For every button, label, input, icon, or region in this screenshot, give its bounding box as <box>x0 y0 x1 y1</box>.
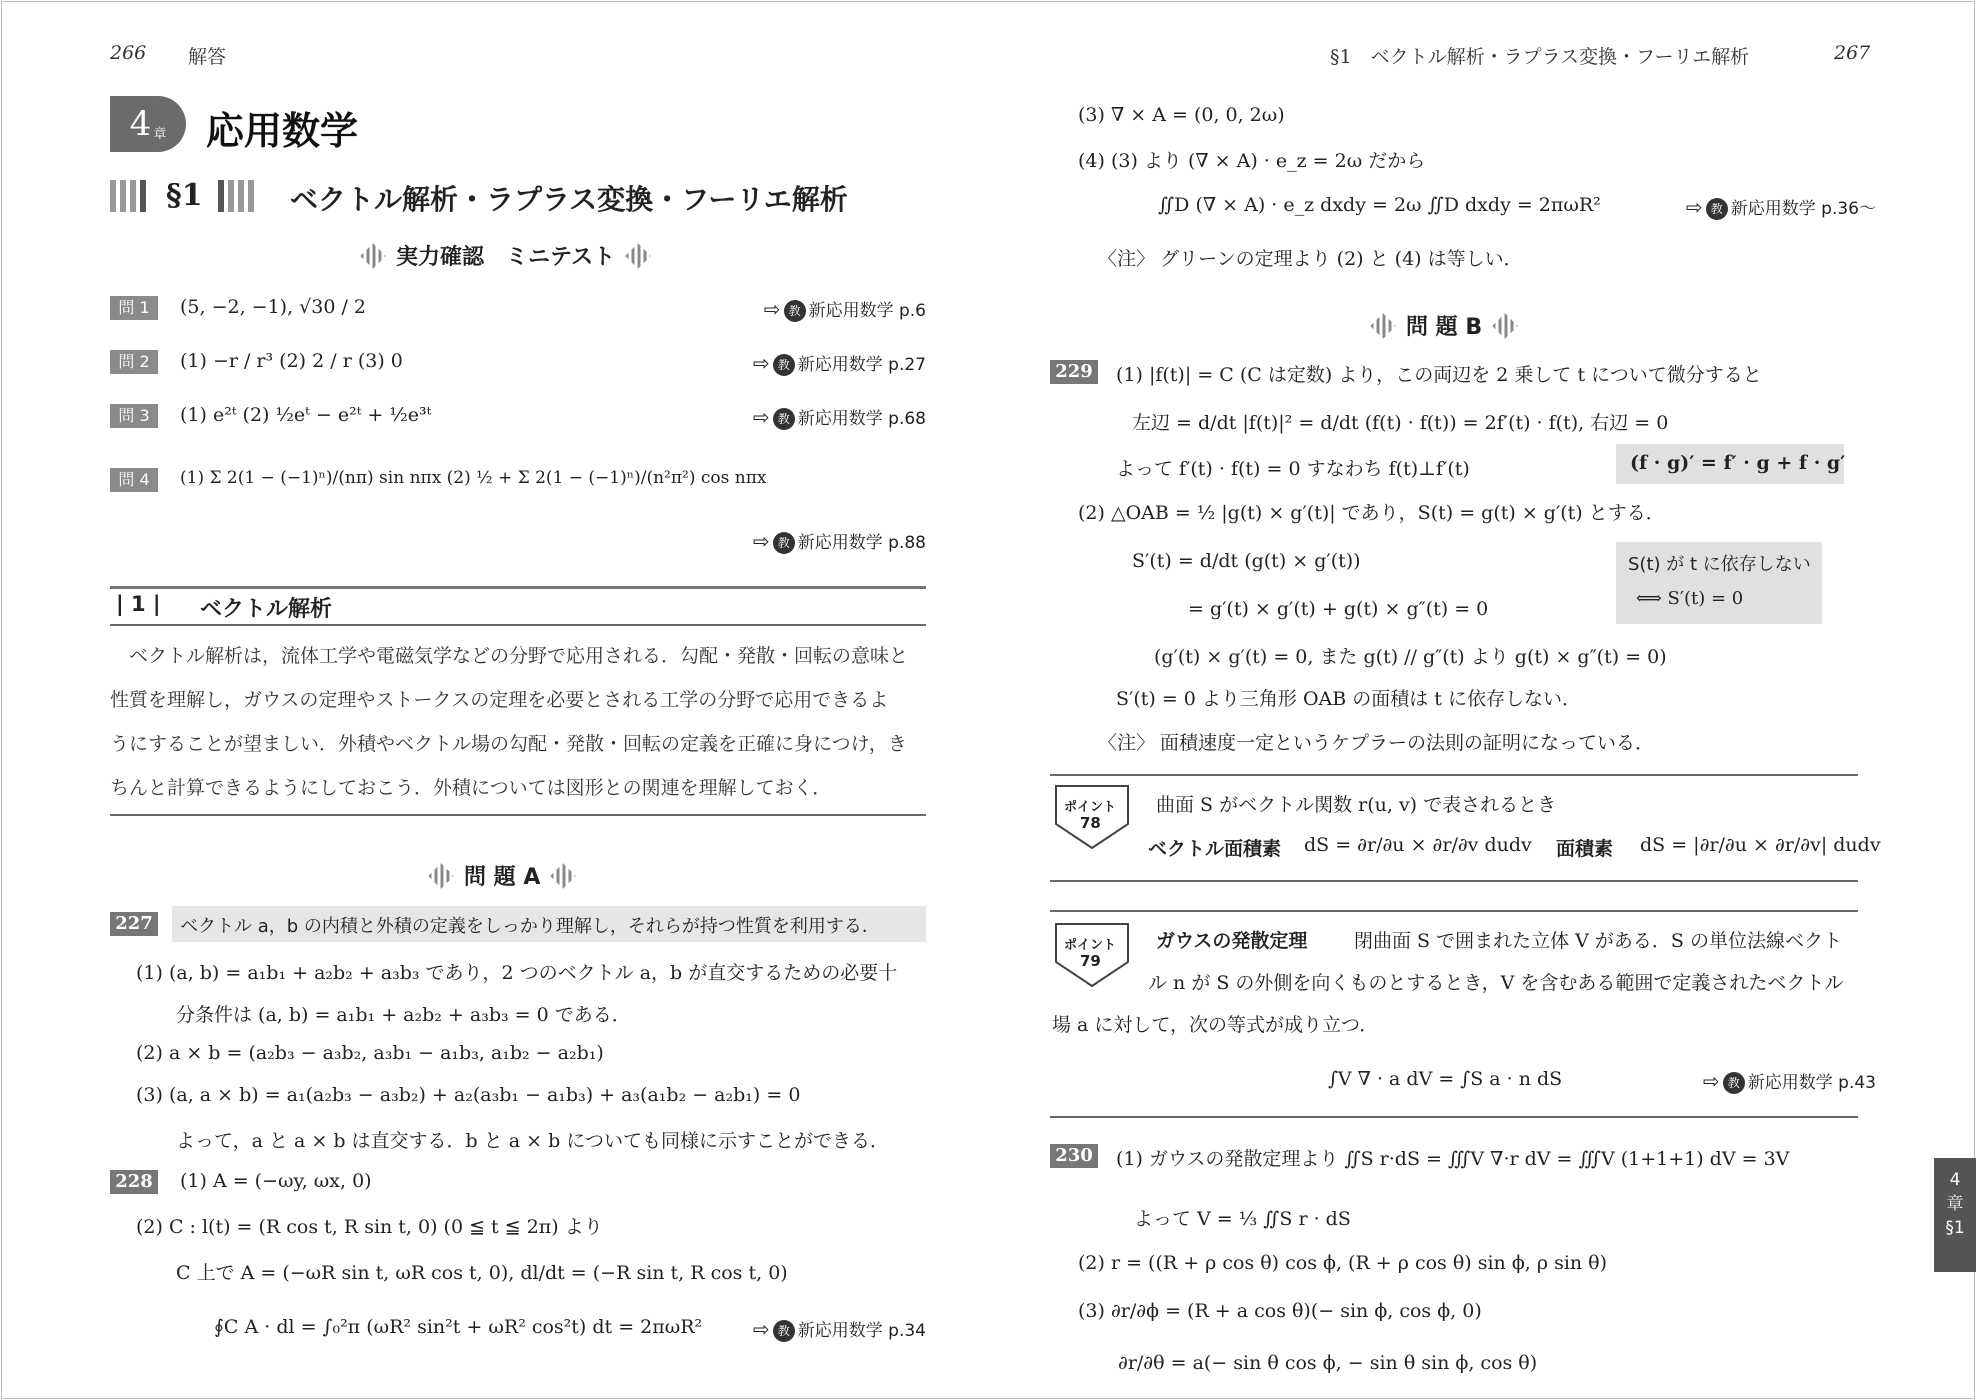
diamond-icon <box>625 243 650 268</box>
chapter-badge: 4 章 <box>110 96 186 152</box>
note-label: 〈注〉 <box>1098 732 1156 754</box>
textbook-icon: 教 <box>784 300 806 322</box>
problem-number: 227 <box>110 912 158 936</box>
grid-icon <box>1492 313 1517 338</box>
section-title: ベクトル解析・ラプラス変換・フーリエ解析 <box>290 183 848 216</box>
right-running-head: §1 ベクトル解析・ラプラス変換・フーリエ解析 <box>1330 46 1750 68</box>
point-text: 場 a に対して，次の等式が成り立つ． <box>1052 1014 1379 1036</box>
solution-line: よって，a と a × b は直交する．b と a × b についても同様に示すことができる． <box>176 1130 889 1152</box>
grid-icon <box>1370 313 1395 338</box>
solution-line: ∂r/∂θ = a(− sin θ cos ϕ, − sin θ sin ϕ, cos θ) <box>1118 1352 1538 1374</box>
point-tag: ポイント <box>1064 800 1117 815</box>
textbook-reference: ⇨ 教 新応用数学 p.27 <box>753 351 926 375</box>
point-bold-label: ガウスの発散定理 <box>1156 930 1308 952</box>
note-text: グリーンの定理より (2) と (4) は等しい． <box>1160 248 1523 270</box>
textbook-icon: 教 <box>773 1320 795 1342</box>
point-bold-label: 面積素 <box>1556 838 1614 860</box>
textbook-reference: ⇨ 教 新応用数学 p.36〜 <box>1686 195 1876 219</box>
solution-line: 左辺 = d/dt |f(t)|² = d/dt (f(t) · f(t)) = 2f′(t) · f(t), 右辺 = 0 <box>1132 412 1669 434</box>
textbook-reference: ⇨ 教 新応用数学 p.88 <box>753 529 926 553</box>
point-formula: ∫V ∇ · a dV = ∫S a · n dS <box>1328 1068 1563 1090</box>
solution-line: 分条件は (a, b) = a₁b₁ + a₂b₂ + a₃b₃ = 0 である． <box>176 1004 631 1026</box>
textbook-icon: 教 <box>1723 1072 1745 1094</box>
left-running-head: 解答 <box>188 46 227 68</box>
question-label: 問 1 <box>110 296 158 320</box>
solution-line: (4) (3) より (∇ × A) · e_z = 2ω だから <box>1078 150 1426 172</box>
mini-test-heading: 実力確認 ミニテスト <box>364 240 647 271</box>
problem-b-heading: 問 題 B <box>1374 310 1514 341</box>
question-answer: (1) Σ 2(1 − (−1)ⁿ)/(nπ) sin nπx (2) ½ + Σ 2(1 − (−1)ⁿ)/(n²π²) cos nπx <box>180 468 767 488</box>
point-formula: dS = |∂r/∂u × ∂r/∂v| dudv <box>1640 834 1881 856</box>
point-bold-label: ベクトル面積素 <box>1148 838 1282 860</box>
question-label: 問 4 <box>110 468 158 492</box>
solution-line: = g′(t) × g′(t) + g(t) × g″(t) = 0 <box>1188 598 1489 620</box>
solution-line: (3) ∂r/∂ϕ = (R + a cos θ)(− sin ϕ, cos ϕ, 0) <box>1078 1300 1482 1322</box>
solution-line: (3) ∇ × A = (0, 0, 2ω) <box>1078 104 1285 126</box>
right-page <box>988 0 1976 1400</box>
problem-number: 229 <box>1050 360 1098 384</box>
solution-line: (2) △OAB = ½ |g(t) × g′(t)| であり，S(t) = g(t) × g′(t) とする． <box>1078 502 1665 524</box>
product-rule-box: (f · g)′ = f′ · g + f · g′ <box>1630 452 1846 474</box>
solution-line: (1) ガウスの発散定理より ∬S r·dS = ∭V ∇·r dV = ∭V (1+1+1) dV = 3V <box>1116 1148 1790 1170</box>
solution-line: (3) (a, a × b) = a₁(a₂b₃ − a₃b₂) + a₂(a₃b₁ − a₁b₃) + a₃(a₁b₂ − a₂b₁) = 0 <box>136 1084 801 1106</box>
section-bars-right <box>218 180 254 212</box>
section-bars-left <box>110 180 146 212</box>
right-folio: 267 <box>1834 42 1871 64</box>
point-text: 閉曲面 S で囲まれた立体 V がある．S の単位法線ベクト <box>1354 930 1842 952</box>
question-label: 問 3 <box>110 404 158 428</box>
solution-line: よって V = ⅓ ∬S r · dS <box>1134 1208 1351 1230</box>
point-text: 曲面 S がベクトル関数 r(u, v) で表されるとき <box>1156 794 1557 816</box>
divider <box>1050 880 1858 882</box>
divider <box>110 624 926 626</box>
grid-icon <box>551 863 576 888</box>
solution-line: C 上で A = (−ωR sin t, ωR cos t, 0), dl/dt = (−R sin t, R cos t, 0) <box>176 1262 788 1284</box>
diamond-icon <box>360 243 385 268</box>
chapter-title: 応用数学 <box>206 109 359 153</box>
note-text: 面積速度一定というケプラーの法則の証明になっている． <box>1160 732 1655 754</box>
section-mark: §1 <box>166 178 203 213</box>
problem-number: 228 <box>110 1170 158 1194</box>
textbook-reference: ⇨ 教 新応用数学 p.6 <box>763 297 926 321</box>
divider <box>110 586 926 589</box>
textbook-icon: 教 <box>773 408 795 430</box>
solution-line: (2) r = ((R + ρ cos θ) cos ϕ, (R + ρ cos θ) sin ϕ, ρ sin θ) <box>1078 1252 1608 1274</box>
solution-line: S′(t) = 0 より三角形 OAB の面積は t に依存しない． <box>1116 688 1581 710</box>
question-answer: (1) −r / r³ (2) 2 / r (3) 0 <box>180 350 403 372</box>
solution-line: (2) a × b = (a₂b₃ − a₃b₂, a₃b₁ − a₁b₃, a₁b₂ − a₂b₁) <box>136 1042 604 1064</box>
question-answer: (5, −2, −1), √30 / 2 <box>180 296 367 318</box>
solution-line: (2) C : l(t) = (R cos t, R sin t, 0) (0 ≦ t ≦ 2π) より <box>136 1216 603 1238</box>
textbook-icon: 教 <box>773 354 795 376</box>
subsection-number: | 1 | <box>116 592 161 616</box>
divider <box>110 814 926 816</box>
left-folio: 266 <box>110 42 147 64</box>
textbook-reference: ⇨ 教 新応用数学 p.34 <box>753 1317 926 1341</box>
problem-a-heading: 問 題 A <box>432 860 572 891</box>
textbook-reference: ⇨ 教 新応用数学 p.68 <box>753 405 926 429</box>
divider <box>1050 774 1858 776</box>
intro-paragraph: ベクトル解析は，流体工学や電磁気学などの分野で応用される．勾配・発散・回転の意味と 性質を理解し，ガウスの定理やストークスの定理を必要とされる工学の分野で応用できるよ うにすることが望ましい．外積やベクトル場の勾配・発散・回転の定義を正確に身につけ，き ちんと計算できるようにしておこう．外積については図形との関連を理解しておく． <box>110 645 909 799</box>
question-answer: (1) e²ᵗ (2) ½eᵗ − e²ᵗ + ½e³ᵗ <box>180 404 432 426</box>
solution-line: (1) A = (−ωy, ωx, 0) <box>180 1170 372 1192</box>
solution-line: (g′(t) × g′(t) = 0, また g(t) // g″(t) より g(t) × g″(t) = 0) <box>1154 646 1667 668</box>
subsection-title: ベクトル解析 <box>200 597 333 622</box>
chapter-side-tab: 4 章 §1 <box>1934 1158 1976 1272</box>
solution-line: (1) |f(t)| = C (C は定数) より，この両辺を 2 乗して t について微分すると <box>1116 364 1762 386</box>
textbook-reference: ⇨ 教 新応用数学 p.43 <box>1703 1069 1876 1093</box>
problem-number: 230 <box>1050 1144 1098 1168</box>
textbook-icon: 教 <box>1706 198 1728 220</box>
dependence-box-line: ⟺ S′(t) = 0 <box>1636 588 1744 609</box>
point-formula: dS = ∂r/∂u × ∂r/∂v dudv <box>1304 834 1532 856</box>
note-label: 〈注〉 <box>1098 248 1156 270</box>
point-tag: ポイント <box>1064 938 1117 953</box>
dependence-box-line: S(t) が t に依存しない <box>1628 554 1811 575</box>
point-number: 78 <box>1080 814 1101 832</box>
grid-icon <box>428 863 453 888</box>
solution-line: ∬D (∇ × A) · e_z dxdy = 2ω ∬D dxdy = 2πωR² <box>1158 194 1601 216</box>
question-label: 問 2 <box>110 350 158 374</box>
solution-line: (1) (a, b) = a₁b₁ + a₂b₂ + a₃b₃ であり，2 つのベクトル a，b が直交するための必要十 <box>136 962 898 984</box>
point-text: ル n が S の外側を向くものとするとき，V を含むある範囲で定義されたベクトル <box>1148 972 1844 994</box>
divider <box>1050 1116 1858 1118</box>
point-number: 79 <box>1080 952 1101 970</box>
solution-line: よって f′(t) · f(t) = 0 すなわち f(t)⊥f′(t) <box>1116 458 1470 480</box>
solution-line: S′(t) = d/dt (g(t) × g′(t)) <box>1132 550 1361 572</box>
divider <box>1050 910 1858 912</box>
problem-hint: ベクトル a，b の内積と外積の定義をしっかり理解し，それらが持つ性質を利用する． <box>180 916 880 937</box>
textbook-icon: 教 <box>773 532 795 554</box>
solution-line: ∮C A · dl = ∫₀²π (ωR² sin²t + ωR² cos²t) dt = 2πωR² <box>214 1316 703 1338</box>
